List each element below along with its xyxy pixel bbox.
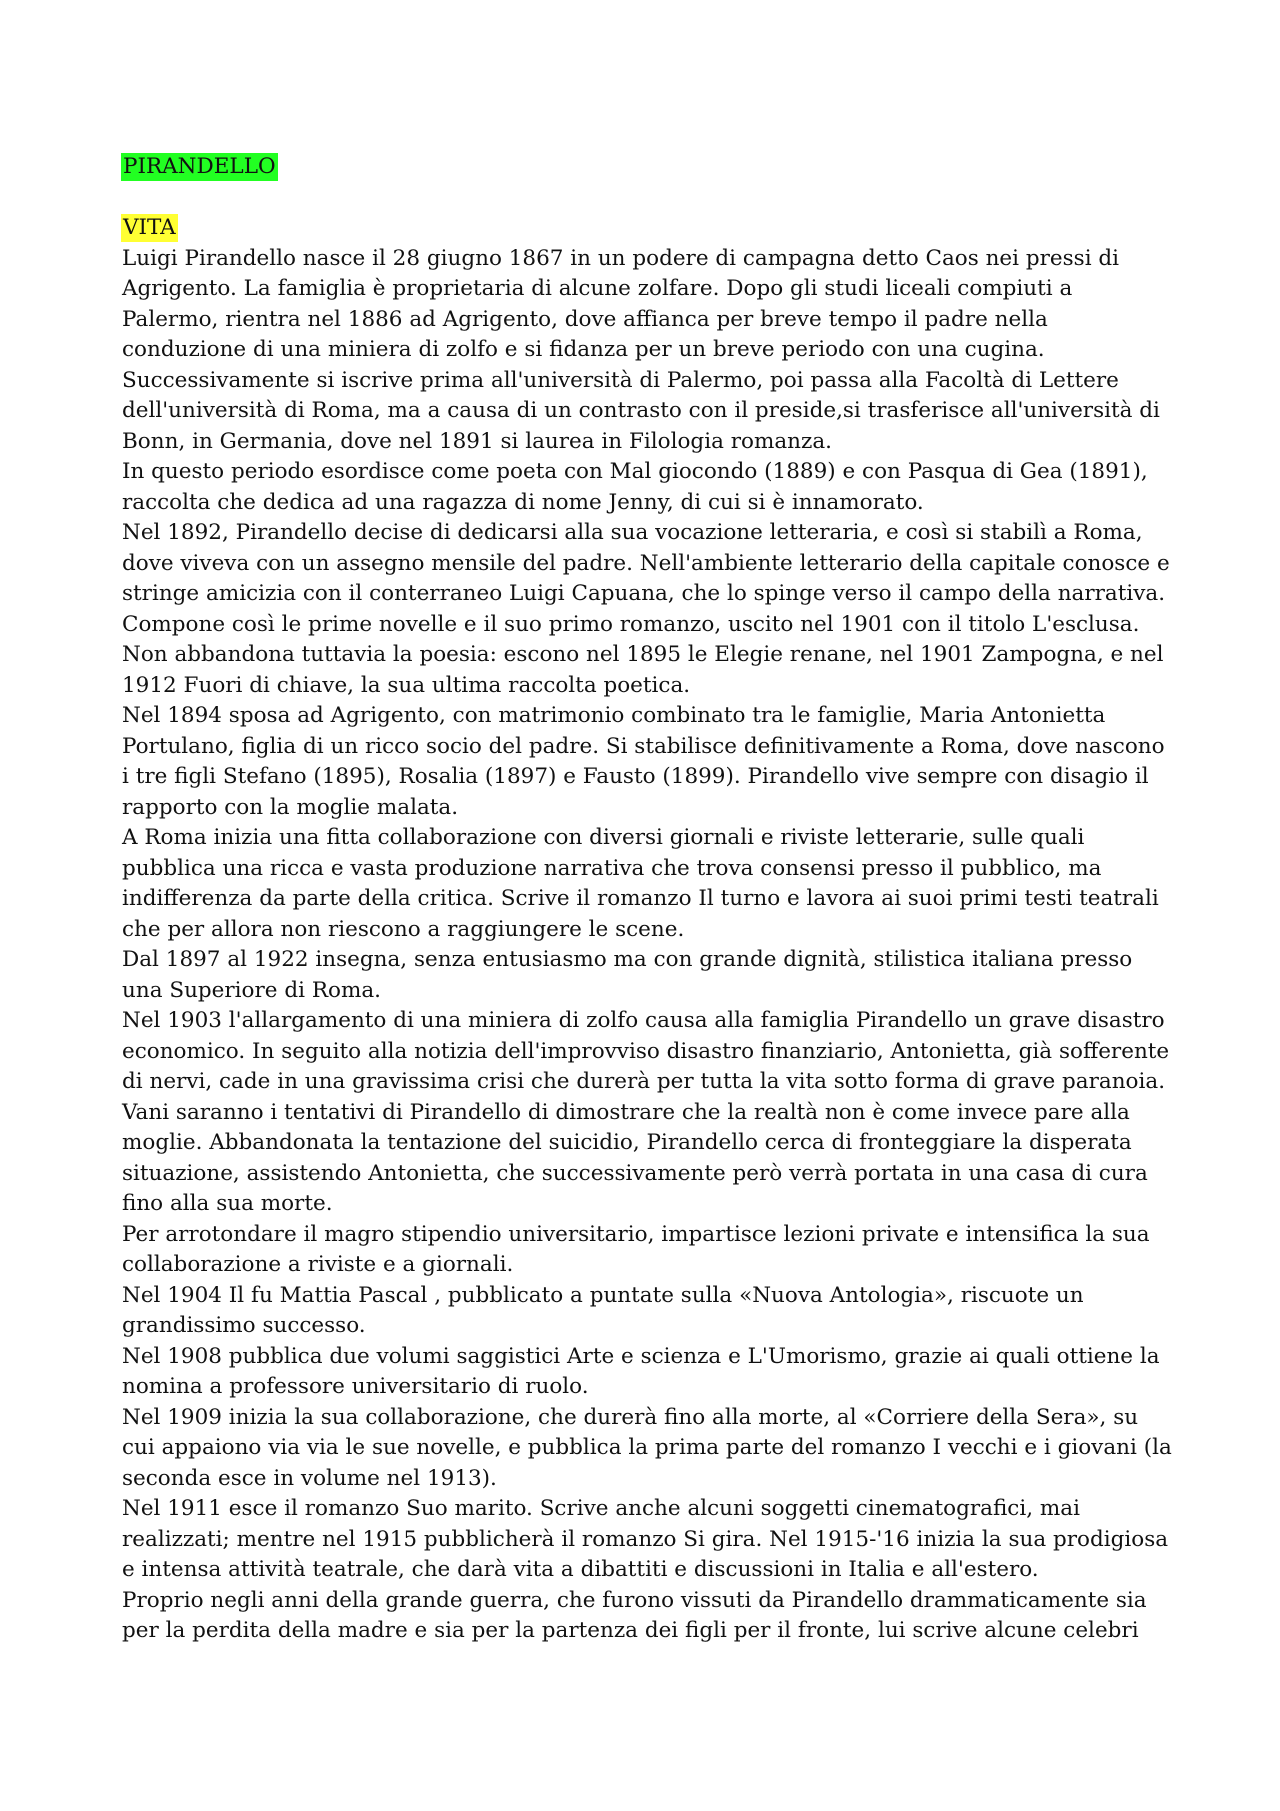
section-heading-vita: VITA xyxy=(123,215,176,240)
paragraph-10: Nel 1908 pubblica due volumi saggistici Arte e scienza e L'Umorismo, grazie ai quali ottiene la nomina a professore universitario di ruolo. xyxy=(122,1343,1160,1399)
paragraph-12: Nel 1911 esce il romanzo Suo marito. Scrive anche alcuni soggetti cinematografici, mai realizzati; mentre nel 1915 pubblicherà il romanzo Si gira. Nel 1915-'16 inizia la sua prodigiosa e intensa attività teatrale, che darà vita a dibattiti e discussioni in Italia e all'estero. xyxy=(122,1496,1169,1582)
paragraph-3: Nel 1892, Pirandello decise di dedicarsi alla sua vocazione letteraria, e così si stabilì a Roma, dove viveva con un assegno mensile del padre. Nell'ambiente letterario della capitale conosce e stringe amicizia con il conterraneo Luigi Capuana, che lo spinge verso il campo della narrativa. Compone così le prime novelle e il suo primo romanzo, uscito nel 1901 con il titolo L'esclusa. Non abbandona tuttavia la poesia: escono nel 1895 le Elegie renane, nel 1901 Zampogna, e nel 1912 Fuori di chiave, la sua ultima raccolta poetica. xyxy=(122,520,1170,698)
paragraph-13: Proprio negli anni della grande guerra, che furono vissuti da Pirandello drammaticamente sia per la perdita della madre e sia per la partenza dei figli per il fronte, lui scrive alcune celebri xyxy=(122,1587,1147,1643)
paragraph-11: Nel 1909 inizia la sua collaborazione, che durerà fino alla morte, al «Corriere della Sera», su cui appaiono via via le sue novelle, e pubblica la prima parte del romanzo I vecchi e i giovani (la seconda esce in volume nel 1913). xyxy=(122,1404,1172,1491)
paragraph-5: A Roma inizia una fitta collaborazione con diversi giornali e riviste letterarie, sulle quali pubblica una ricca e vasta produzione narrativa che trova consensi presso il pubblico, ma indifferenza da parte della critica. Scrive il romanzo Il turno e lavora ai suoi primi testi teatrali che per allora non riescono a raggiungere le scene. xyxy=(122,825,1159,942)
paragraph-7: Nel 1903 l'allargamento di una miniera di zolfo causa alla famiglia Pirandello un grave disastro economico. In seguito alla notizia dell'improvviso disastro finanziario, Antonietta, già sofferente di nervi, cade in una gravissima crisi che durerà per tutta la vita sotto forma di grave paranoia. Vani saranno i tentativi di Pirandello di dimostrare che la realtà non è come invece pare alla moglie. Abbandonata la tentazione del suicidio, Pirandello cerca di fronteggiare la disperata situazione, assistendo Antonietta, che successivamente però verrà portata in una casa di cura fino alla sua morte. xyxy=(122,1008,1170,1216)
paragraph-4: Nel 1894 sposa ad Agrigento, con matrimonio combinato tra le famiglie, Maria Antonietta Portulano, figlia di un ricco socio del padre. Si stabilisce definitivamente a Roma, dove nascono i tre figli Stefano (1895), Rosalia (1897) e Fausto (1899). Pirandello vive sempre con disagio il rapporto con la moglie malata. xyxy=(122,703,1165,820)
paragraph-2: In questo periodo esordisce come poeta con Mal giocondo (1889) e con Pasqua di Gea (1891), raccolta che dedica ad una ragazza di nome Jenny, di cui si è innamorato. xyxy=(122,459,1148,515)
paragraph-1: Luigi Pirandello nasce il 28 giugno 1867 in un podere di campagna detto Caos nei pressi di Agrigento. La famiglia è proprietaria di alcune zolfare. Dopo gli studi liceali compiuti a Palermo, rientra nel 1886 ad Agrigento, dove affianca per breve tempo il padre nella conduzione di una miniera di zolfo e si fidanza per un breve periodo con una cugina. Successivamente si iscrive prima all'università di Palermo, poi passa alla Facoltà di Lettere dell'università di Roma, ma a causa di un contrasto con il preside,si trasferisce all'università di Bonn, in Germania, dove nel 1891 si laurea in Filologia romanza. xyxy=(122,245,1160,454)
paragraph-6: Dal 1897 al 1922 insegna, senza entusiasmo ma con grande dignità, stilistica italiana presso una Superiore di Roma. xyxy=(122,947,1133,1003)
document-body xyxy=(122,152,1172,1647)
title-block xyxy=(122,152,1172,183)
section-heading-block xyxy=(122,213,1172,244)
document-title: PIRANDELLO xyxy=(123,154,276,179)
paragraph-9: Nel 1904 Il fu Mattia Pascal , pubblicato a puntate sulla «Nuova Antologia», riscuote un grandissimo successo. xyxy=(122,1282,1084,1338)
paragraph-8: Per arrotondare il magro stipendio universitario, impartisce lezioni private e intensifica la sua collaborazione a riviste e a giornali. xyxy=(122,1221,1150,1277)
